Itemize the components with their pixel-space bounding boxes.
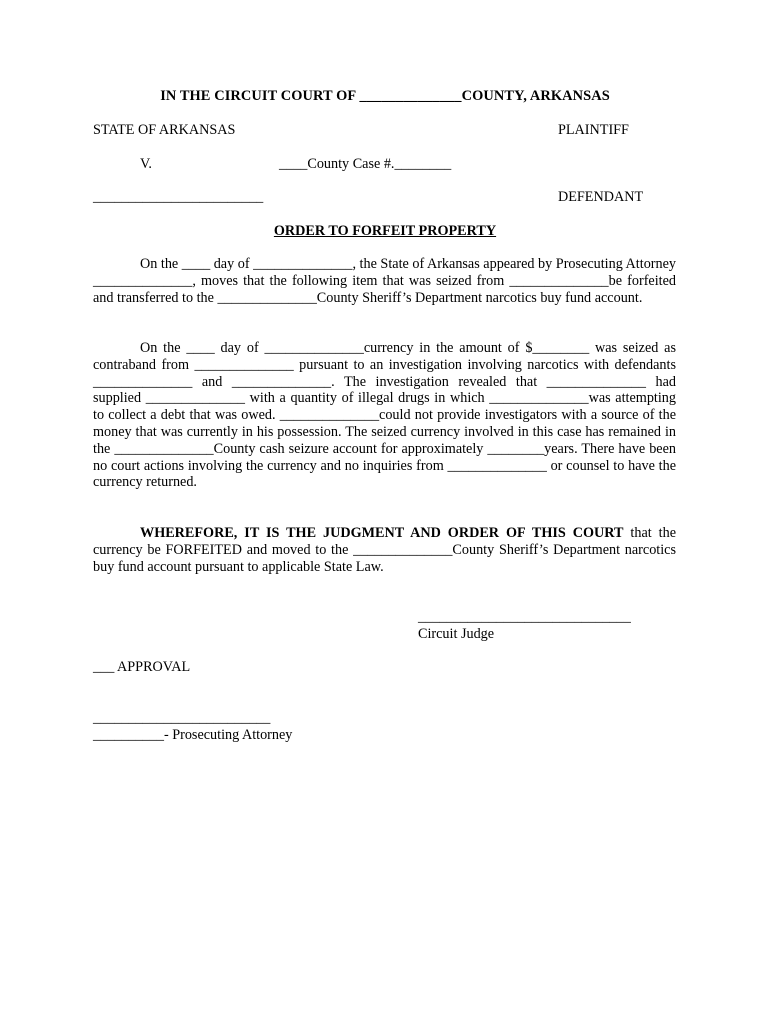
- approval: ___ APPROVAL: [93, 659, 191, 675]
- court-title: IN THE CIRCUIT COURT OF ______________COUNTY, ARKANSAS: [160, 88, 610, 104]
- versus: V.: [140, 156, 152, 172]
- paragraph-2-text: On the ____ day of ______________currency in the amount of $________ was seized as contraband from ______________ pursuant to an investigation involving narcotics with defendants ______________ and ______________. The investigation revealed that ______________ had supplied ______________ with a quantity of illegal drugs in which ______________was attempting to collect a debt that was owed. ______________could not provide investigators with a source of the money that was currently in his possession. The seized currency involved in this case has remained in the ______________County cash seizure account for approximately ________years. There have been no court actions involving the currency and no inquiries from ______________ or counsel to have the currency returned.: [93, 340, 676, 491]
- case-number: ____County Case #.________: [279, 156, 452, 172]
- defendant-blank: ________________________: [93, 189, 264, 205]
- paragraph-3-text: that the currency be FORFEITED and moved to the ______________County Sheriff’s Department narcotics buy fund account pursuant to applicable State Law.: [93, 525, 676, 575]
- prosecutor-signature-line: _________________________: [93, 710, 271, 726]
- paragraph-3: [93, 525, 676, 575]
- plaintiff-label: PLAINTIFF: [558, 122, 629, 138]
- paragraph-2: [93, 340, 676, 491]
- judge-signature-line: ______________________________: [418, 609, 631, 625]
- judge-label: Circuit Judge: [418, 626, 495, 642]
- paragraph-1-text: On the ____ day of ______________, the State of Arkansas appeared by Prosecuting Attorney ______________, moves that the following item that was seized from ______________be forfeited and transferred to the ______________County Sheriff’s Department narcotics buy fund account.: [93, 256, 676, 306]
- wherefore-clause: WHEREFORE, IT IS THE JUDGMENT AND ORDER OF THIS COURT: [140, 525, 624, 541]
- order-title: ORDER TO FORFEIT PROPERTY: [273, 223, 497, 239]
- prosecutor-label: __________- Prosecuting Attorney: [93, 727, 293, 743]
- plaintiff-party: STATE OF ARKANSAS: [93, 122, 236, 138]
- defendant-label: DEFENDANT: [558, 189, 644, 205]
- paragraph-1: [93, 256, 676, 306]
